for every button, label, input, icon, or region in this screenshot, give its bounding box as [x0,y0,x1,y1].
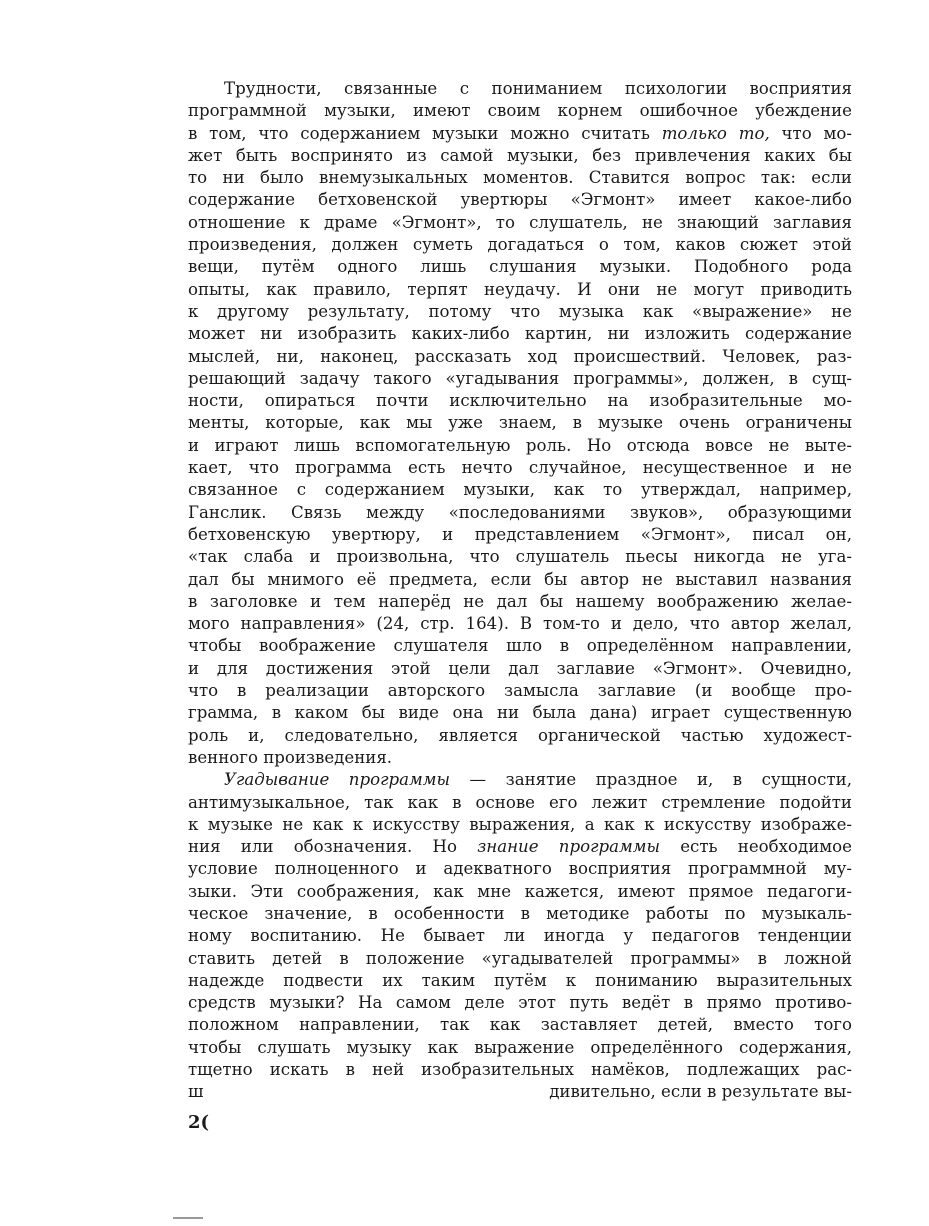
text-line [188,569,852,591]
text-line [188,992,852,1014]
line-text: антимузыкальное, так как в основе его лежит стремление подойти [188,792,852,812]
line-text: связанное с содержанием музыки, как то утверждал, например, [188,480,852,500]
text-line [188,368,852,390]
emphasis-text: только то, [661,123,770,143]
text-line [188,502,852,524]
line-text: в заголовке и тем наперёд не дал бы нашему воображению желае- [188,591,852,611]
line-text: ния или обозначения. Но [188,837,478,857]
line-text: менты, которые, как мы уже знаем, в музыке очень ограничены [188,413,852,433]
text-line [188,212,852,234]
text-line [188,613,852,635]
line-text: ческое значение, в особенности в методике работы по музыкаль- [188,903,852,923]
line-text: ности, опираться почти исключительно на изобразительные мо- [188,391,852,411]
text-line [188,457,852,479]
line-text: то ни было внемузыкальных моментов. Ставится вопрос так: если [188,168,852,188]
line-text: надежде подвести их таким путём к пониманию выразительных [188,970,852,990]
text-line [188,1081,852,1103]
line-text: программной музыки, имеют своим корнем ошибочное убеждение [188,101,852,121]
text-line [188,346,852,368]
text-line [188,123,852,145]
line-text: зыки. Эти соображения, как мне кажется, имеют прямое педагоги- [188,881,852,901]
text-line [188,524,852,546]
text-line [188,881,852,903]
line-text: мого направления» (24, стр. 164). В том-то и дело, что автор желал, [188,614,852,634]
text-line [188,145,852,167]
line-text: что в реализации авторского замысла заглавие (и вообще про- [188,681,852,701]
body-text [188,78,852,1104]
line-text: к музыке не как к искусству выражения, а как к искусству изображе- [188,814,852,834]
text-line [188,792,852,814]
line-text: тщетно искать в ней изобразительных намёков, подлежащих рас- [188,1060,852,1080]
line-text: содержание бетховенской увертюры «Эгмонт» имеет какое-либо [188,190,852,210]
line-fragment-left: ш [188,1082,204,1102]
line-text: опыты, как правило, терпят неудачу. И они не могут приводить [188,279,852,299]
text-line [188,78,852,100]
line-text: произведения, должен суметь догадаться о том, каков сюжет этой [188,235,852,255]
line-text: вещи, путём одного лишь слушания музыки. Подобного рода [188,257,852,277]
text-line [188,747,852,769]
text-line [188,479,852,501]
line-text: жет быть воспринято из самой музыки, без привлечения каких бы [188,145,852,165]
line-text: роль и, следовательно, является органической частью художест- [188,725,852,745]
line-text: венного произведения. [188,747,393,767]
line-text: чтобы слушать музыку как выражение определённого содержания, [188,1037,852,1057]
page-number: 2( [188,1112,210,1133]
line-text: ному воспитанию. Не бывает ли иногда у педагогов тенденции [188,926,852,946]
line-text: условие полноценного и адекватного восприятия программной му- [188,859,852,879]
text-line [188,680,852,702]
text-line [188,189,852,211]
text-line [188,301,852,323]
text-line [188,1014,852,1036]
text-line [188,323,852,345]
line-text: чтобы воображение слушателя шло в определённом направлении, [188,636,852,656]
text-line [188,279,852,301]
text-line [188,1037,852,1059]
text-line [188,702,852,724]
line-text: решающий задачу такого «угадывания программы», должен, в сущ- [188,368,852,388]
line-text: Ганслик. Связь между «последованиями звуков», образующими [188,502,852,522]
text-line [188,546,852,568]
line-text: «так слаба и произвольна, что слушатель пьесы никогда не уга- [188,547,852,567]
text-line [188,635,852,657]
text-line [188,435,852,457]
line-text-after: — занятие праздное и, в сущности, [450,770,852,790]
text-line [188,390,852,412]
text-line [188,1059,852,1081]
line-text: и играют лишь вспомогательную роль. Но отсюда вовсе не выте- [188,435,852,455]
text-line [188,100,852,122]
text-line [188,591,852,613]
text-line [188,725,852,747]
line-text: мыслей, ни, наконец, рассказать ход происшествий. Человек, раз- [188,346,852,366]
text-line [188,925,852,947]
text-line [188,970,852,992]
line-text: грамма, в каком бы виде она ни была дана) играет существенную [188,703,852,723]
line-text: кает, что программа есть нечто случайное, несущественное и не [188,458,852,478]
scan-mark [173,1217,203,1219]
text-line [188,814,852,836]
line-text: ставить детей в положение «угадывателей программы» в ложной [188,948,852,968]
text-line [188,903,852,925]
text-line [188,256,852,278]
line-text: положном направлении, так как заставляет детей, вместо того [188,1015,852,1035]
text-line [188,948,852,970]
line-text: и для достижения этой цели дал заглавие «Эгмонт». Очевидно, [188,658,852,678]
text-line [188,769,852,791]
line-text-after: есть необходимое [660,837,852,857]
text-line [188,858,852,880]
emphasis-text: знание программы [477,837,661,857]
line-text: средств музыки? На самом деле этот путь ведёт в прямо противо- [188,993,852,1013]
line-text: отношение к драме «Эгмонт», то слушатель, не знающий заглавия [188,212,852,232]
text-line [188,412,852,434]
text-line [188,167,852,189]
line-text: дал бы мнимого её предмета, если бы автор не выставил названия [188,569,852,589]
line-text: может ни изобразить каких-либо картин, ни изложить содержание [188,324,852,344]
text-line [188,234,852,256]
line-text: в том, что содержанием музыки можно считать [188,123,662,143]
line-text: к другому результату, потому что музыка как «выражение» не [188,301,852,321]
text-line [188,836,852,858]
text-line [188,658,852,680]
line-text: Трудности, связанные с пониманием психологии восприятия [224,79,852,98]
emphasis-text: Угадывание программы [224,770,451,790]
line-text-after: что мо- [769,123,853,143]
line-fragment-right: дивительно, если в результате вы- [549,1082,852,1102]
line-text: бетховенскую увертюру, и представлением «Эгмонт», писал он, [188,524,852,544]
